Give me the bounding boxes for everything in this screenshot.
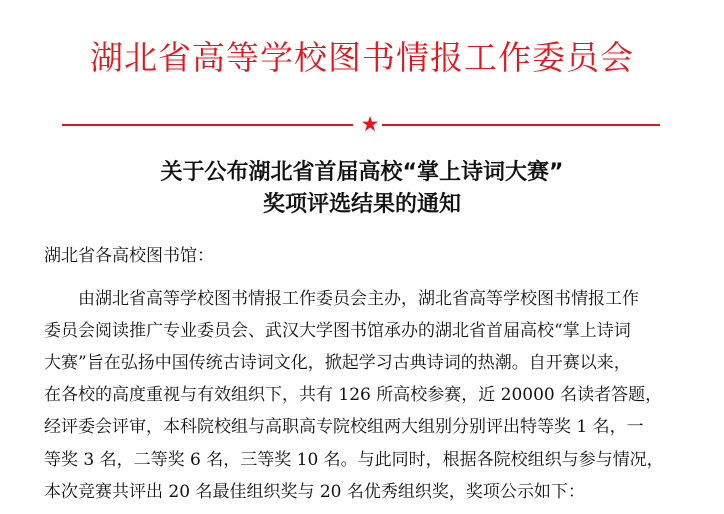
body-paragraph-line: 经评委会评审，本科院校组与高职高专院校组两大组别分别评出特等奖 1 名，一 xyxy=(44,417,644,437)
body-paragraph-line: 等奖 3 名，二等奖 6 名，三等奖 10 名。与此同时，根据各院校组织与参与情况， xyxy=(44,450,664,470)
organization-header-title: 湖北省高等学校图书情报工作委员会 xyxy=(90,38,634,77)
body-paragraph-line: 委员会阅读推广专业委员会、武汉大学图书馆承办的湖北省首届高校“掌上诗词 xyxy=(44,321,631,341)
body-paragraph-line: 大赛”旨在弘扬中国传统古诗词文化，掀起学习古典诗词的热潮。自开赛以来， xyxy=(44,353,631,373)
red-divider xyxy=(62,112,660,138)
divider-line-right xyxy=(382,124,660,126)
body-paragraph-line: 由湖北省高等学校图书情报工作委员会主办，湖北省高等学校图书情报工作 xyxy=(78,289,639,309)
star-icon: ★ xyxy=(360,112,380,136)
divider-line-left xyxy=(62,124,353,126)
notice-title-line-1: 关于公布湖北省首届高校“掌上诗词大赛” xyxy=(160,160,564,185)
body-paragraph-line: 本次竞赛共评出 20 名最佳组织奖与 20 名优秀组织奖，奖项公示如下： xyxy=(44,482,585,502)
salutation: 湖北省各高校图书馆： xyxy=(44,246,214,266)
notice-title-line-2: 奖项评选结果的通知 xyxy=(262,192,461,217)
body-paragraph-line: 在各校的高度重视与有效组织下，共有 126 所高校参赛，近 20000 名读者答题， xyxy=(44,385,663,405)
